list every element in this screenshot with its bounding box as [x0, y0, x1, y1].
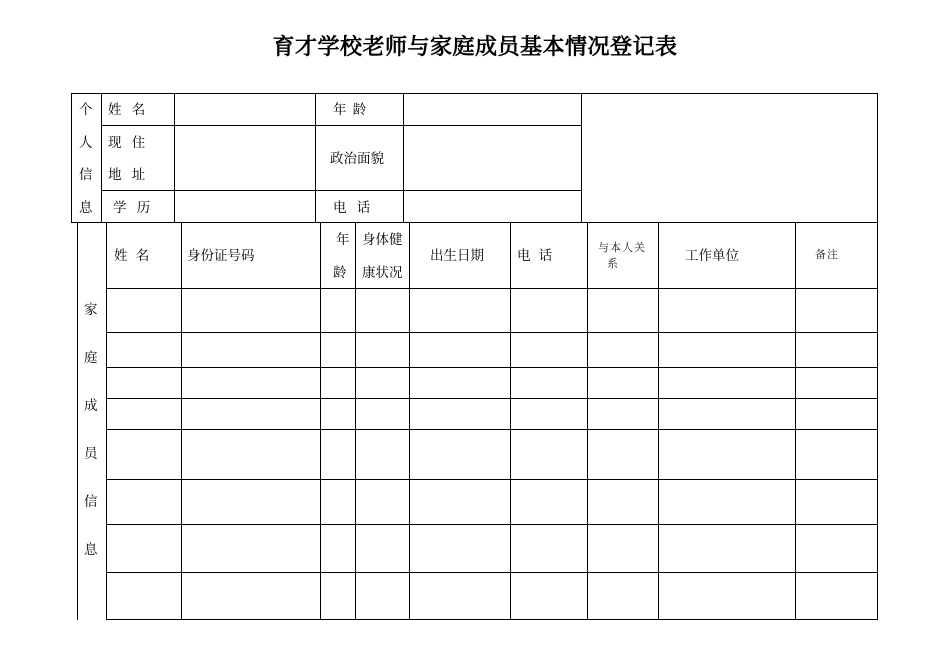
- name-label: 姓 名: [108, 102, 149, 118]
- table-row[interactable]: [107, 399, 877, 429]
- personal-section-char: 信: [79, 167, 93, 183]
- photo-area[interactable]: [582, 94, 877, 222]
- table-border-bottom: [106, 619, 878, 620]
- table-line: [77, 222, 78, 620]
- column-header-id-number: 身份证号码: [187, 248, 255, 264]
- table-line: [71, 93, 72, 223]
- column-header-health: 身体健: [362, 232, 403, 248]
- address-label: 地 址: [108, 167, 149, 183]
- table-line: [71, 222, 878, 223]
- column-header-age: 龄: [333, 265, 347, 281]
- table-row[interactable]: [107, 573, 877, 619]
- table-row[interactable]: [107, 430, 877, 479]
- political-status-label: 政治面貌: [330, 151, 384, 167]
- table-border-right: [877, 93, 878, 620]
- table-row[interactable]: [107, 289, 877, 332]
- personal-section-char: 个: [79, 102, 93, 118]
- phone-field[interactable]: [404, 191, 581, 222]
- education-field[interactable]: [175, 191, 315, 222]
- family-section-char: 成: [84, 398, 98, 414]
- address-field[interactable]: [175, 126, 315, 190]
- family-section-char: 庭: [84, 350, 98, 366]
- page-title: 育才学校老师与家庭成员基本情况登记表: [272, 35, 678, 60]
- family-section-char: 家: [84, 302, 98, 318]
- personal-section-char: 息: [79, 200, 93, 216]
- age-label: 年 龄: [333, 102, 368, 118]
- column-header-relation: 与本人关: [598, 241, 646, 254]
- name-field[interactable]: [175, 94, 315, 125]
- table-line: [101, 93, 102, 223]
- table-line: [315, 93, 316, 223]
- family-section-char: 信: [84, 494, 98, 510]
- column-header-age: 年: [336, 232, 350, 248]
- column-header-work-unit: 工作单位: [685, 248, 739, 264]
- age-field[interactable]: [404, 94, 581, 125]
- table-row[interactable]: [107, 333, 877, 367]
- phone-label: 电 话: [333, 200, 374, 216]
- column-header-phone: 电 话: [517, 248, 555, 264]
- personal-section-char: 人: [79, 135, 93, 151]
- column-header-health: 康状况: [362, 265, 403, 281]
- column-header-name: 姓 名: [114, 248, 152, 264]
- family-section-char: 息: [84, 542, 98, 558]
- column-header-relation: 系: [607, 257, 619, 270]
- column-header-birth-date: 出生日期: [430, 248, 484, 264]
- political-status-field[interactable]: [404, 126, 581, 190]
- column-header-notes: 备注: [815, 248, 839, 261]
- address-label: 现 住: [108, 135, 149, 151]
- table-row[interactable]: [107, 368, 877, 398]
- education-label: 学 历: [113, 200, 154, 216]
- table-row[interactable]: [107, 525, 877, 572]
- table-row[interactable]: [107, 480, 877, 524]
- family-section-char: 员: [84, 446, 98, 462]
